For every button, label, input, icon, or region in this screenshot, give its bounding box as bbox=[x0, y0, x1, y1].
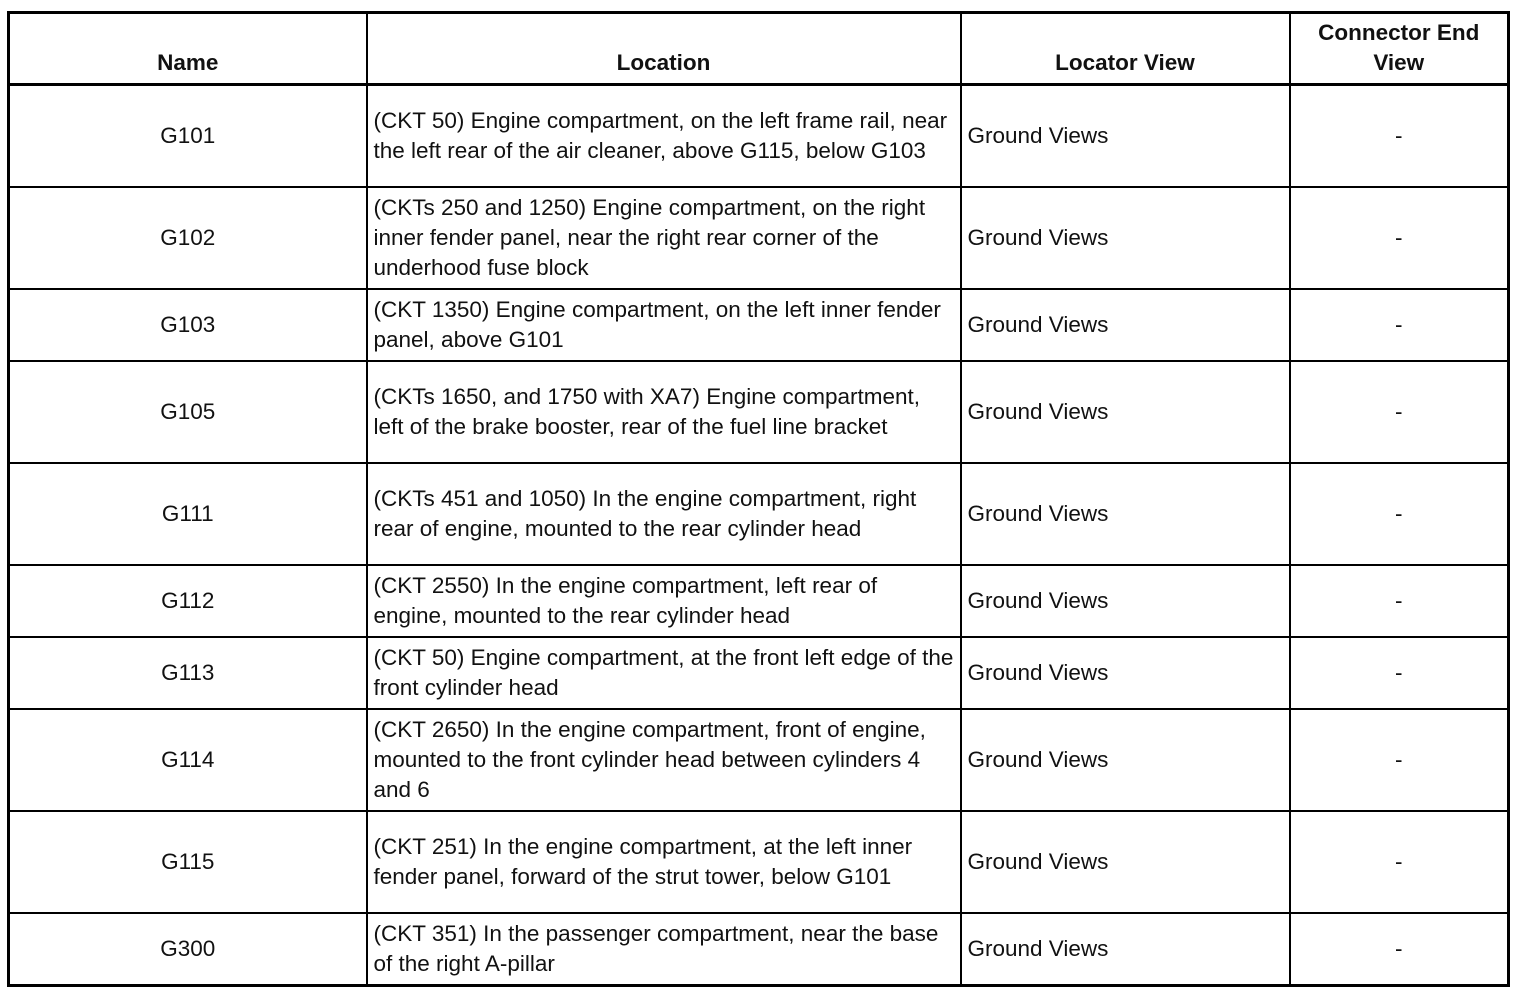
table-row bbox=[9, 637, 1509, 709]
cell-location: (CKTs 250 and 1250) Engine compartment, on the right inner fender panel, near the right rear corner of the underhood fuse block bbox=[367, 187, 961, 289]
ground-locations-table bbox=[7, 11, 1510, 987]
table-row bbox=[9, 811, 1509, 913]
cell-locator-view: Ground Views bbox=[961, 361, 1290, 463]
cell-connector-end-view: - bbox=[1290, 463, 1509, 565]
cell-name: G111 bbox=[9, 463, 367, 565]
table-row bbox=[9, 361, 1509, 463]
cell-location: (CKTs 1650, and 1750 with XA7) Engine compartment, left of the brake booster, rear of the fuel line bracket bbox=[367, 361, 961, 463]
cell-connector-end-view: - bbox=[1290, 289, 1509, 361]
header-locator-view: Locator View bbox=[961, 13, 1290, 85]
cell-location: (CKT 2550) In the engine compartment, left rear of engine, mounted to the rear cylinder head bbox=[367, 565, 961, 637]
header-connector-end-view: Connector End View bbox=[1290, 13, 1509, 85]
cell-location: (CKT 351) In the passenger compartment, near the base of the right A-pillar bbox=[367, 913, 961, 986]
table-body bbox=[9, 85, 1509, 986]
cell-locator-view: Ground Views bbox=[961, 85, 1290, 188]
table-header bbox=[9, 13, 1509, 85]
cell-location: (CKT 1350) Engine compartment, on the left inner fender panel, above G101 bbox=[367, 289, 961, 361]
cell-name: G113 bbox=[9, 637, 367, 709]
cell-connector-end-view: - bbox=[1290, 811, 1509, 913]
cell-name: G112 bbox=[9, 565, 367, 637]
cell-connector-end-view: - bbox=[1290, 85, 1509, 188]
table-row bbox=[9, 463, 1509, 565]
cell-locator-view: Ground Views bbox=[961, 565, 1290, 637]
cell-connector-end-view: - bbox=[1290, 361, 1509, 463]
header-name: Name bbox=[9, 13, 367, 85]
cell-locator-view: Ground Views bbox=[961, 811, 1290, 913]
cell-name: G115 bbox=[9, 811, 367, 913]
cell-connector-end-view: - bbox=[1290, 187, 1509, 289]
cell-connector-end-view: - bbox=[1290, 709, 1509, 811]
cell-locator-view: Ground Views bbox=[961, 637, 1290, 709]
cell-location: (CKT 2650) In the engine compartment, front of engine, mounted to the front cylinder head between cylinders 4 and 6 bbox=[367, 709, 961, 811]
cell-location: (CKT 251) In the engine compartment, at the left inner fender panel, forward of the strut tower, below G101 bbox=[367, 811, 961, 913]
table-row bbox=[9, 289, 1509, 361]
cell-locator-view: Ground Views bbox=[961, 709, 1290, 811]
cell-name: G114 bbox=[9, 709, 367, 811]
cell-location: (CKTs 451 and 1050) In the engine compartment, right rear of engine, mounted to the rear cylinder head bbox=[367, 463, 961, 565]
header-location: Location bbox=[367, 13, 961, 85]
cell-connector-end-view: - bbox=[1290, 637, 1509, 709]
cell-name: G103 bbox=[9, 289, 367, 361]
cell-locator-view: Ground Views bbox=[961, 289, 1290, 361]
cell-location: (CKT 50) Engine compartment, at the front left edge of the front cylinder head bbox=[367, 637, 961, 709]
cell-name: G102 bbox=[9, 187, 367, 289]
cell-location: (CKT 50) Engine compartment, on the left frame rail, near the left rear of the air cleaner, above G115, below G103 bbox=[367, 85, 961, 188]
header-row bbox=[9, 13, 1509, 85]
table-row bbox=[9, 187, 1509, 289]
cell-name: G101 bbox=[9, 85, 367, 188]
table-row bbox=[9, 565, 1509, 637]
cell-locator-view: Ground Views bbox=[961, 913, 1290, 986]
table-row bbox=[9, 913, 1509, 986]
cell-name: G300 bbox=[9, 913, 367, 986]
cell-connector-end-view: - bbox=[1290, 565, 1509, 637]
table-row bbox=[9, 85, 1509, 188]
table-row bbox=[9, 709, 1509, 811]
cell-name: G105 bbox=[9, 361, 367, 463]
cell-locator-view: Ground Views bbox=[961, 187, 1290, 289]
cell-connector-end-view: - bbox=[1290, 913, 1509, 986]
cell-locator-view: Ground Views bbox=[961, 463, 1290, 565]
